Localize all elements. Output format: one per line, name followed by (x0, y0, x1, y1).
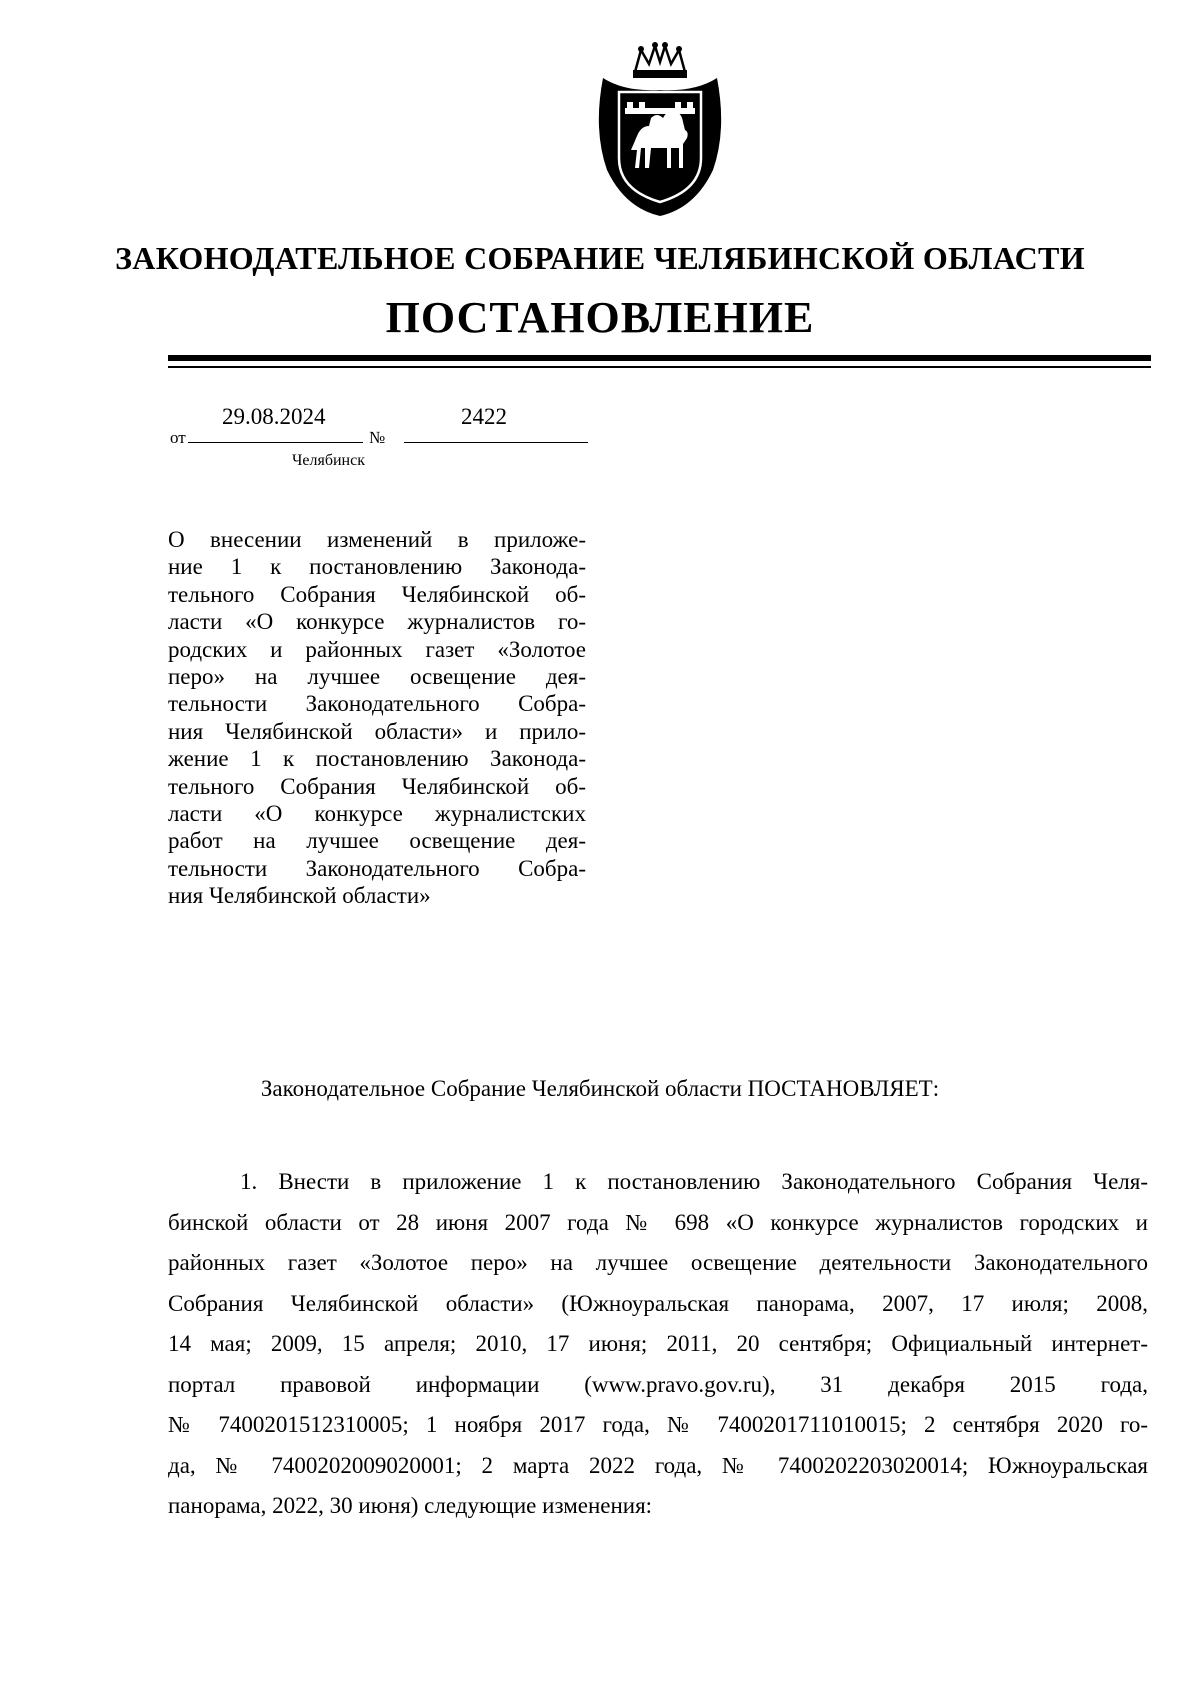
body-line: да, № 7400202009020001; 2 марта 2022 года, № 7400202203020014; Южноуральская (168, 1452, 1148, 1478)
decree-statement: Законодательное Собрание Челябинской области ПОСТАНОВЛЯЕТ: (260, 1076, 940, 1101)
body-line: панорама, 2022, 30 июня) следующие изменения: (168, 1493, 653, 1518)
document-subject (168, 526, 586, 910)
date-prefix-label: от (170, 428, 186, 447)
subject-line: работ на лучшее освещение дея- (168, 828, 586, 854)
document-type-title: ПОСТАНОВЛЕНИЕ (385, 293, 815, 342)
subject-line: ния Челябинской области» и прило- (168, 718, 586, 744)
subject-line: тельности Законодательного Собра- (168, 855, 586, 881)
organization-title: ЗАКОНОДАТЕЛЬНОЕ СОБРАНИЕ ЧЕЛЯБИНСКОЙ ОБЛАСТИ (115, 240, 1085, 276)
subject-line: жение 1 к постановлению Законода- (168, 746, 586, 772)
header-rule-thick (168, 355, 1151, 361)
body-line: 1. Внести в приложение 1 к постановлению Законодательного Собрания Челя- (240, 1169, 1148, 1194)
document-date: 29.08.2024 (222, 404, 326, 429)
subject-line: О внесении изменений в приложе- (168, 527, 586, 552)
body-paragraph (168, 1162, 1148, 1527)
body-line: бинской области от 28 июня 2007 года № 698 «О конкурсе журналистов городских и (168, 1209, 1148, 1235)
number-underline (404, 442, 588, 443)
subject-line: перо» на лучшее освещение дея- (168, 664, 586, 690)
subject-line: ния Челябинской области» (168, 883, 431, 909)
subject-line: ние 1 к постановлению Законода- (168, 554, 586, 580)
subject-line: родских и районных газет «Золотое (168, 636, 586, 662)
document-number: 2422 (461, 404, 507, 429)
subject-line: ласти «О конкурсе журналистов го- (168, 609, 586, 635)
body-line: 14 мая; 2009, 15 апреля; 2010, 17 июня; 2011, 20 сентября; Официальный интернет- (168, 1331, 1148, 1356)
subject-line: тельного Собрания Челябинской об- (168, 773, 586, 799)
chelyabinsk-coat-of-arms-icon (585, 40, 735, 218)
date-underline (188, 442, 363, 443)
body-line: районных газет «Золотое перо» на лучшее освещение деятельности Законодательного (168, 1250, 1148, 1275)
number-label: № (369, 428, 386, 447)
subject-line: тельности Законодательного Собра- (168, 691, 586, 717)
body-line: Собрания Челябинской области» (Южноуральская панорама, 2007, 17 июля; 2008, (168, 1290, 1148, 1316)
subject-line: тельного Собрания Челябинской об- (168, 581, 586, 607)
body-line: портал правовой информации (www.pravo.gov.ru), 31 декабря 2015 года, (168, 1371, 1148, 1397)
header-rule-thin (168, 366, 1151, 368)
body-line: № 7400201512310005; 1 ноября 2017 года, № 7400201711010015; 2 сентября 2020 го- (168, 1412, 1148, 1437)
city-label: Челябинск (292, 452, 365, 469)
subject-line: ласти «О конкурсе журналистских (168, 801, 586, 827)
